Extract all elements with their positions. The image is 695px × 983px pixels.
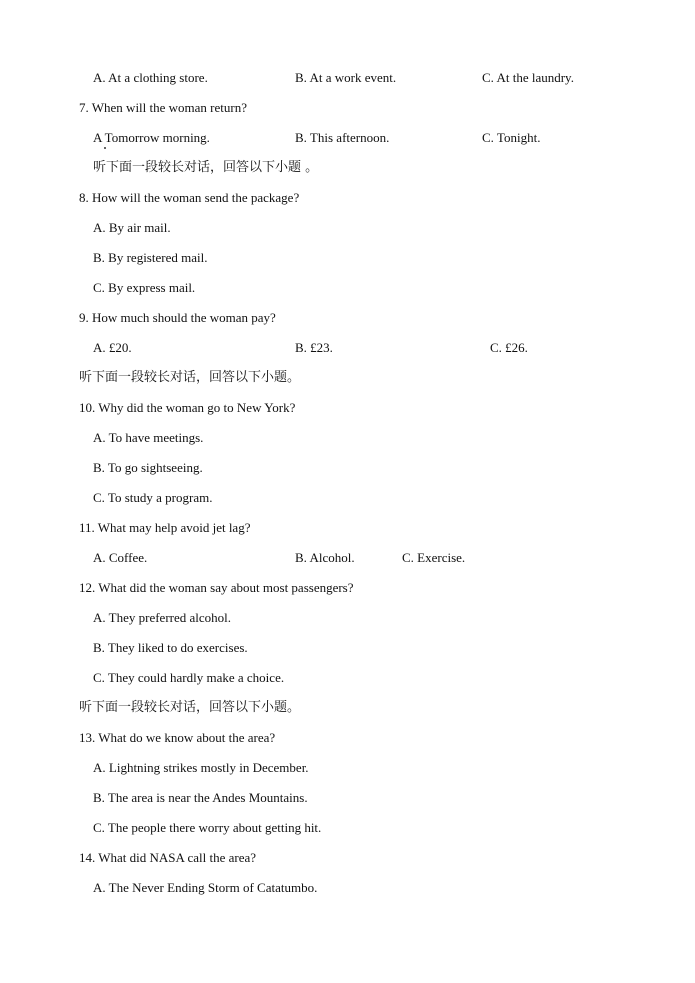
q11-question: 11. What may help avoid jet lag? <box>79 520 251 535</box>
q7-option-c: C. Tonight. <box>482 130 541 145</box>
q12-question: 12. What did the woman say about most passengers? <box>79 580 354 595</box>
q9-option-b: B. £23. <box>295 340 333 355</box>
q7-option-a: A Tomorrow morning. <box>93 130 210 145</box>
q6-option-c: C. At the laundry. <box>482 70 574 85</box>
q10-option-b: B. To go sightseeing. <box>93 460 203 475</box>
q13-option-c: C. The people there worry about getting hit. <box>93 820 322 835</box>
q12-option-c: C. They could hardly make a choice. <box>93 670 285 685</box>
q6-option-a: A. At a clothing store. <box>93 70 208 85</box>
q11-option-a: A. Coffee. <box>93 550 148 565</box>
q13-question: 13. What do we know about the area? <box>79 730 276 745</box>
q10-option-c: C. To study a program. <box>93 490 213 505</box>
section-instruction: 听下面一段较长对话，回答以下小题。 <box>79 370 301 385</box>
q8-option-b: B. By registered mail. <box>93 250 208 265</box>
q6-option-b: B. At a work event. <box>295 70 397 85</box>
q11-option-c: C. Exercise. <box>402 550 466 565</box>
q14-question: 14. What did NASA call the area? <box>79 850 257 865</box>
q13-option-a: A. Lightning strikes mostly in December. <box>93 760 309 775</box>
q14-option-a: A. The Never Ending Storm of Catatumbo. <box>93 880 318 895</box>
q12-option-a: A. They preferred alcohol. <box>93 610 232 625</box>
q10-option-a: A. To have meetings. <box>93 430 204 445</box>
q9-option-a: A. £20. <box>93 340 132 355</box>
q8-option-a: A. By air mail. <box>93 220 171 235</box>
q10-question: 10. Why did the woman go to New York? <box>79 400 296 415</box>
section-instruction: 听下面一段较长对话，回答以下小题 。 <box>93 160 319 175</box>
q12-option-b: B. They liked to do exercises. <box>93 640 248 655</box>
q9-option-c: C. £26. <box>490 340 528 355</box>
q11-option-b: B. Alcohol. <box>295 550 355 565</box>
q7-question: 7. When will the woman return? <box>79 100 247 115</box>
dot-mark <box>104 147 106 149</box>
q9-question: 9. How much should the woman pay? <box>79 310 276 325</box>
q13-option-b: B. The area is near the Andes Mountains. <box>93 790 308 805</box>
q7-option-b: B. This afternoon. <box>295 130 390 145</box>
section-instruction: 听下面一段较长对话，回答以下小题。 <box>79 700 301 715</box>
q8-question: 8. How will the woman send the package? <box>79 190 300 205</box>
q8-option-c: C. By express mail. <box>93 280 196 295</box>
